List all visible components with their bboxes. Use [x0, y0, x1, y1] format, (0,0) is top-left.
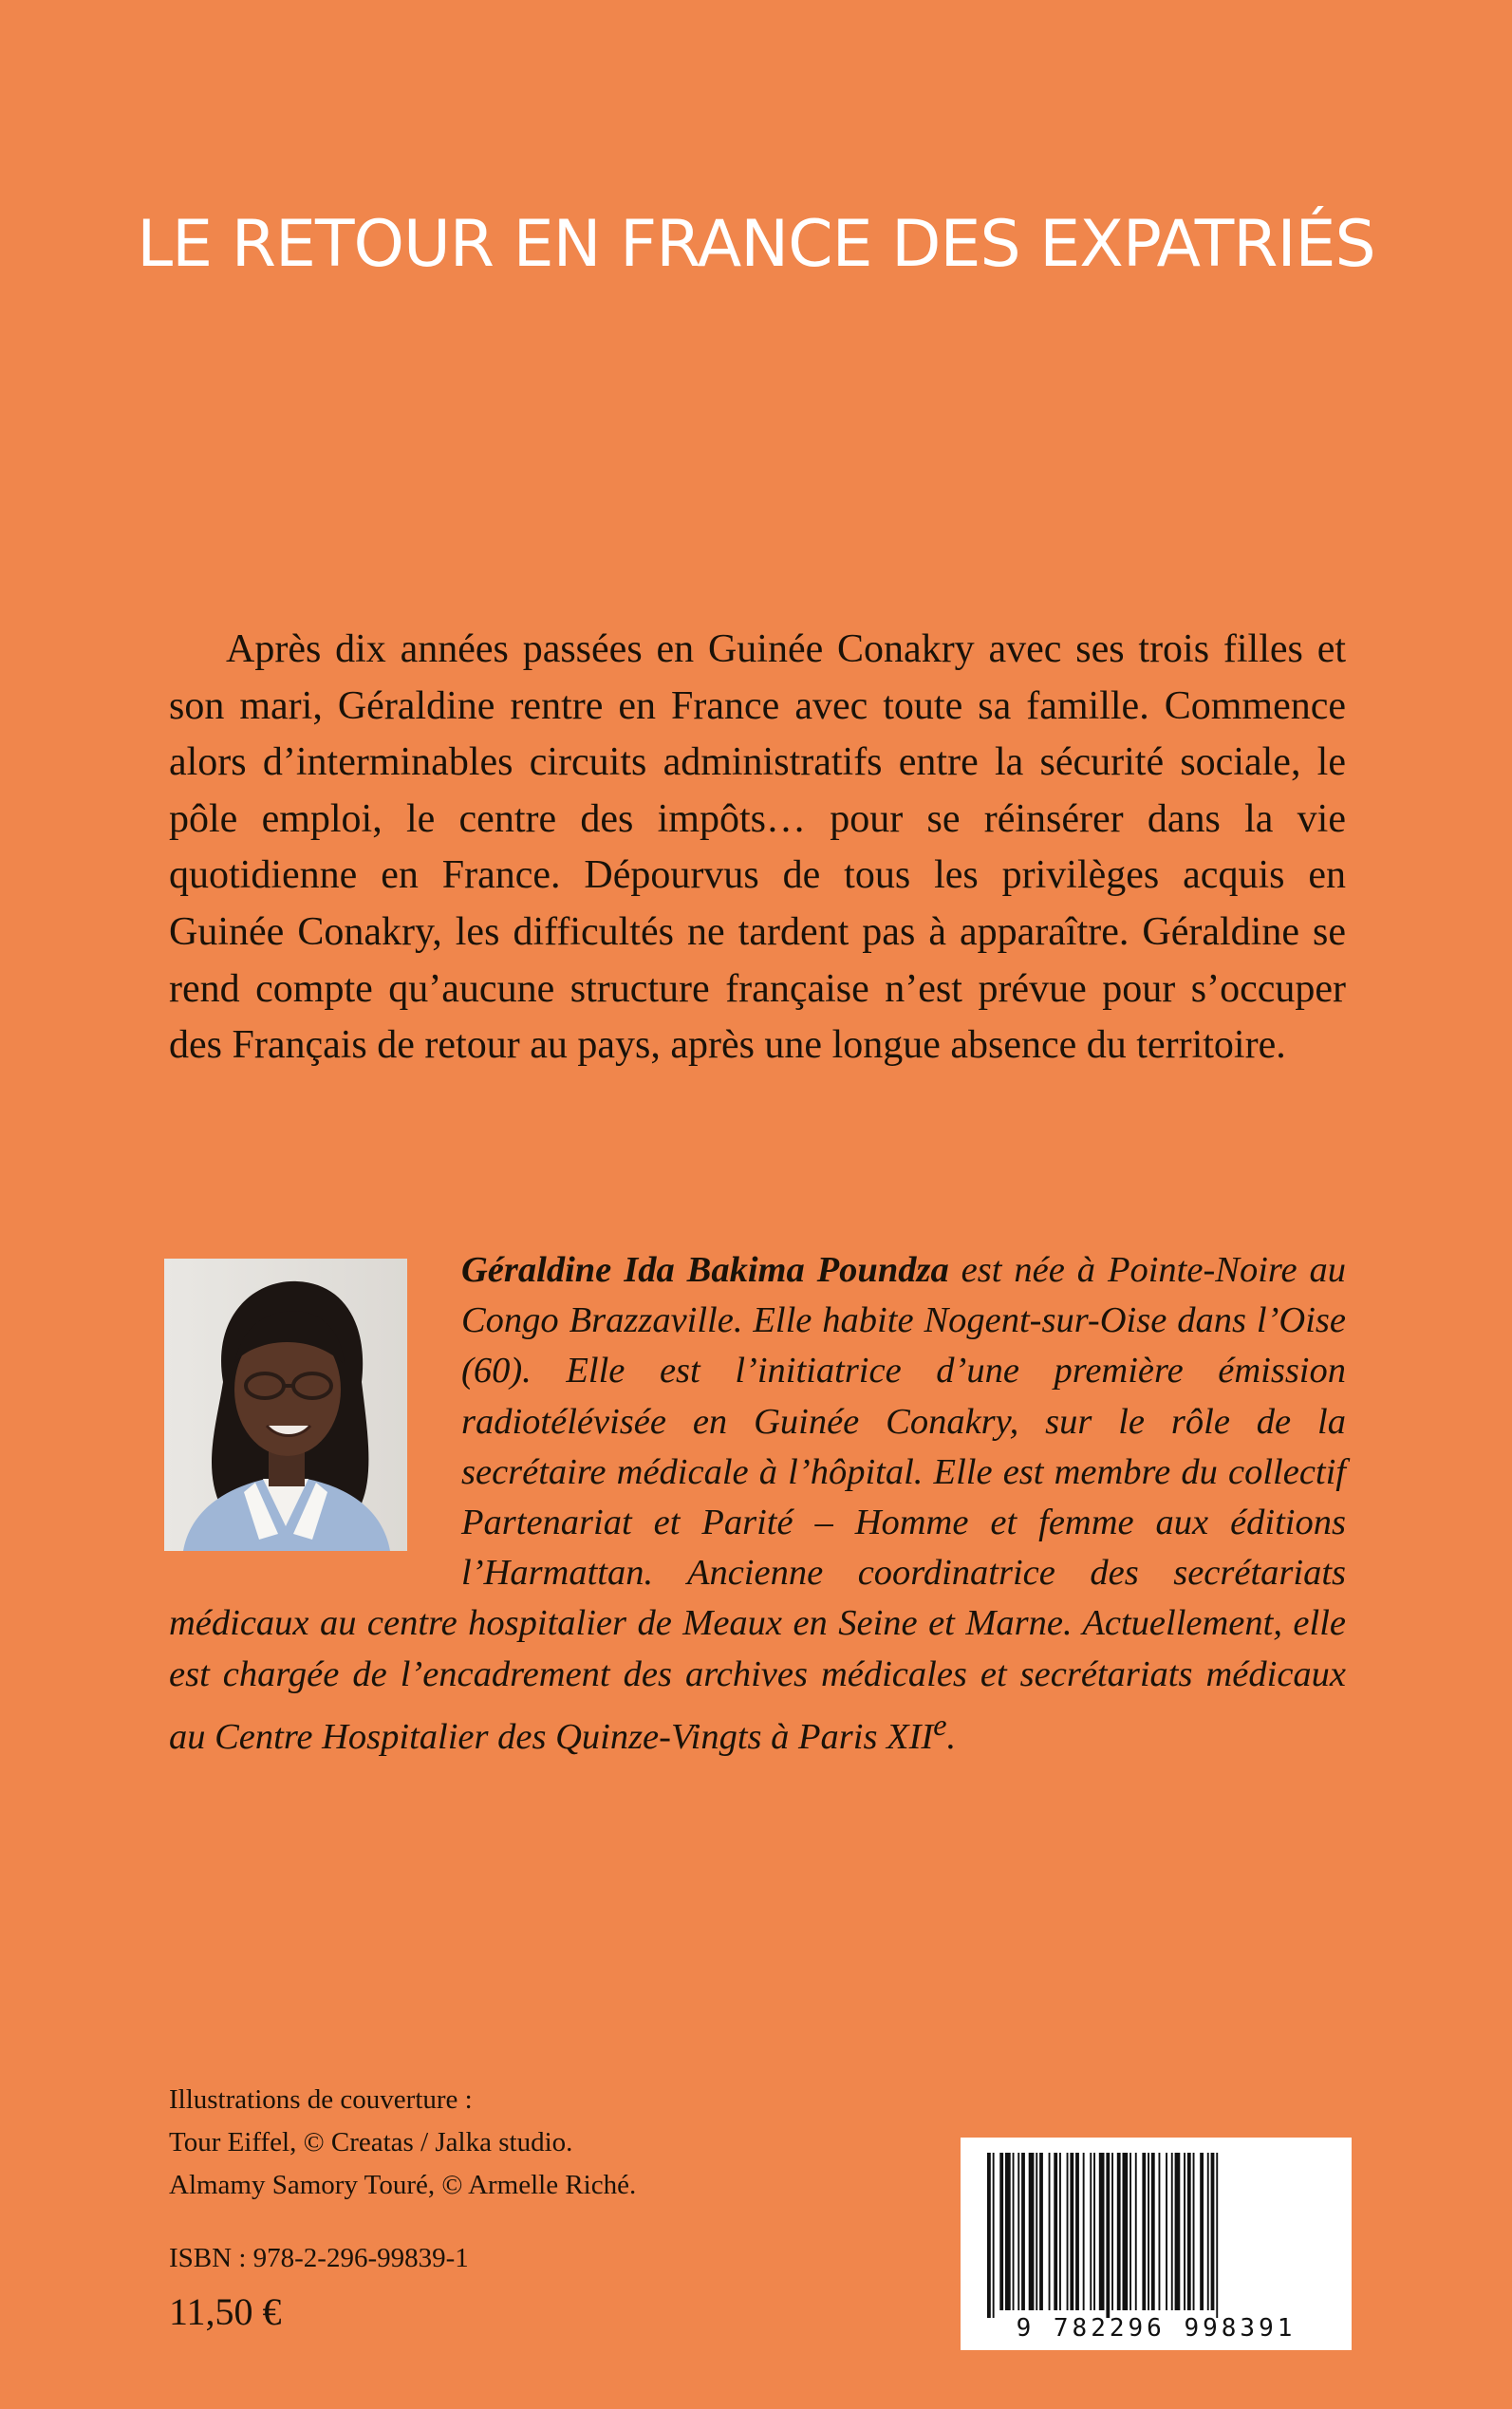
bio-text-end: .: [946, 1716, 957, 1757]
barcode-bar: [1005, 2153, 1011, 2310]
barcode-bar: [987, 2153, 991, 2318]
barcode-bar: [1187, 2153, 1191, 2310]
barcode-bar: [1151, 2153, 1155, 2310]
barcode-bar: [1207, 2153, 1209, 2310]
credits-line-2: Almamy Samory Touré, © Armelle Riché.: [169, 2170, 637, 2200]
barcode-bar: [1099, 2153, 1105, 2310]
barcode-bar: [1216, 2153, 1218, 2318]
barcode-bar: [1083, 2153, 1085, 2310]
barcode-bar: [1049, 2153, 1051, 2310]
credits-line-1: Tour Eiffel, © Creatas / Jalka studio.: [169, 2127, 573, 2157]
barcode-bar: [1200, 2153, 1204, 2310]
barcode-bar: [1013, 2153, 1015, 2310]
barcode-bar: [1142, 2153, 1146, 2310]
barcode-bar: [1193, 2153, 1195, 2310]
barcode-bar: [1054, 2153, 1057, 2310]
barcode-bar: [1166, 2153, 1167, 2310]
barcode-bar: [1129, 2153, 1131, 2310]
barcode-bar: [999, 2153, 1003, 2310]
isbn-label: ISBN : 978-2-296-99839-1: [169, 2243, 469, 2273]
barcode-bar: [1148, 2153, 1149, 2310]
author-bio: [169, 1245, 1346, 1763]
barcode-bar: [1135, 2153, 1137, 2310]
barcode-bar: [1184, 2153, 1185, 2310]
barcode-bar: [1123, 2153, 1129, 2310]
bio-superscript: e: [933, 1707, 947, 1742]
barcode-bar: [1093, 2153, 1095, 2310]
barcode-bar: [1111, 2153, 1113, 2310]
barcode-bar: [1171, 2153, 1173, 2310]
illustration-credits: [169, 2079, 636, 2207]
barcode-bar: [1029, 2153, 1035, 2310]
synopsis-paragraph: [169, 622, 1346, 1074]
price-label: 11,50 €: [169, 2290, 282, 2333]
barcode-bar: [1117, 2153, 1121, 2310]
barcode-bar: [993, 2153, 995, 2318]
barcode-bar: [1039, 2153, 1043, 2310]
barcode-bar: [1036, 2153, 1037, 2310]
book-title: LE RETOUR EN FRANCE DES EXPATRIÉS: [137, 207, 1375, 282]
barcode-bar: [1090, 2153, 1092, 2310]
synopsis-text: Après dix années passées en Guinée Conakry avec ses trois filles et son mari, Géraldine rentre en France avec toute sa famille. Commence alors d’interminables circuits administratifs entre la sécurité sociale, le pôle emploi, le centre des impôts… pour se réinsérer dans la vie quotidienne en France. Dépourvus de tous les privilèges acquis en Guinée Conakry, les difficultés ne tardent pas à apparaître. Géraldine se rend compte qu’aucune structure française n’est prévue pour s’occuper des Français de retour au pays, après une longue absence du territoire.: [169, 627, 1346, 1068]
barcode-bars-icon: [961, 2138, 1352, 2318]
barcode-bar: [1106, 2153, 1110, 2318]
barcode-bar: [1175, 2153, 1181, 2310]
barcode-bar: [1159, 2153, 1161, 2310]
barcode-bar: [1075, 2153, 1079, 2310]
author-name: Géraldine Ida Bakima Poundza: [461, 1250, 949, 1290]
barcode-bar: [1067, 2153, 1069, 2310]
barcode-bar: [1017, 2153, 1019, 2310]
barcode-bar: [1211, 2153, 1215, 2310]
barcode-bar: [1059, 2153, 1061, 2310]
barcode-bar: [1070, 2153, 1073, 2310]
barcode-digits: 9 782296 998391: [1016, 2314, 1297, 2343]
credits-heading: Illustrations de couverture :: [169, 2084, 473, 2115]
bio-text: est née à Pointe-Noire au Congo Brazzaville. Elle habite Nogent-sur-Oise dans l’Oise (60). Elle est l’initiatrice d’une première émission radiotélévisée en Guinée Conakry, sur le rôle de la secrétaire médicale à l’hôpital. Elle est membre du collectif Partenariat et Parité – Homme et femme aux éditions l’Harmattan. Ancienne coordinatrice des secrétariats médicaux au centre hospitalier de Meaux en Seine et Marne. Actuellement, elle est chargée de l’encadrement des archives médicales et secrétariats médicaux au Centre Hospitalier des Quinze-Vingts à Paris XII: [169, 1250, 1346, 1757]
barcode: [961, 2138, 1352, 2350]
barcode-bar: [1021, 2153, 1025, 2310]
